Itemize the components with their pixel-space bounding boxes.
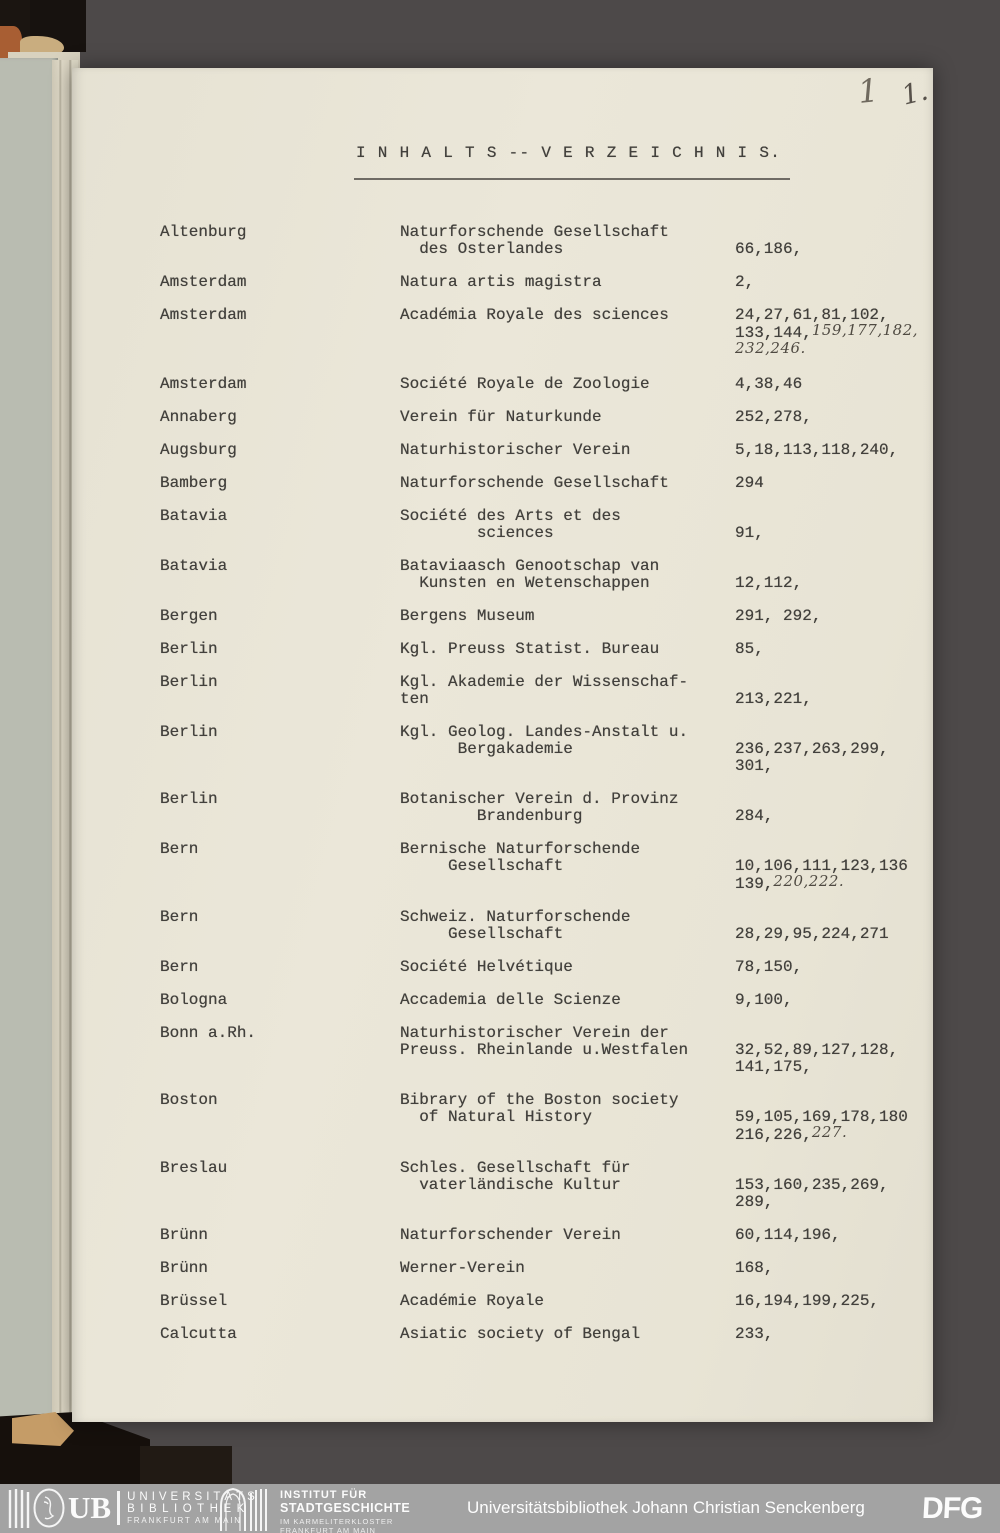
pages-line <box>735 558 802 575</box>
institution-line: Bataviaasch Genootschap van <box>400 557 660 575</box>
toc-row <box>72 1293 933 1310</box>
toc-row <box>72 1092 933 1144</box>
pages-line <box>735 959 802 976</box>
typed-pages: 5,18,113,118,240, <box>735 441 899 459</box>
entry-institution <box>400 791 735 825</box>
entry-pages <box>735 442 898 459</box>
toc-row <box>72 1160 933 1211</box>
pages-line <box>735 1177 889 1194</box>
institution-line: ten <box>400 690 429 708</box>
institution-line: Bergakademie <box>400 740 573 758</box>
pages-line <box>735 758 889 775</box>
institution-line: Kgl. Geolog. Landes-Anstalt u. <box>400 723 689 741</box>
entry-city: Breslau <box>160 1159 228 1177</box>
institution-line: Gesellschaft <box>400 857 564 875</box>
toc-row <box>72 959 933 976</box>
toc-row <box>72 1227 933 1244</box>
folio-mark: 1 <box>856 71 881 111</box>
entry-pages <box>735 641 764 658</box>
toc-row <box>72 724 933 775</box>
entry-pages <box>735 992 793 1009</box>
page-title: I N H A L T S -- V E R Z E I C H N I S. <box>356 144 782 162</box>
library-footer-bar <box>0 1484 1000 1533</box>
institution-line: des Osterlandes <box>400 240 564 258</box>
gothic-arch-icon <box>218 1487 270 1533</box>
institution-line: Académie Royale <box>400 1292 545 1310</box>
typed-pages: 4,38,46 <box>735 375 803 393</box>
entry-pages <box>735 1092 908 1144</box>
ub-bars-icon <box>8 1488 32 1528</box>
typed-pages: 294 <box>735 474 764 492</box>
entry-institution <box>400 1227 735 1244</box>
pages-line <box>735 508 764 525</box>
entry-pages <box>735 1326 773 1343</box>
pages-line <box>735 575 802 592</box>
entry-city: Batavia <box>160 557 228 575</box>
toc-row <box>72 1326 933 1343</box>
typed-pages: 252,278, <box>735 408 812 426</box>
entry-city: Boston <box>160 1091 218 1109</box>
typed-pages: 284, <box>735 807 774 825</box>
entry-pages <box>735 959 802 976</box>
typed-pages: 85, <box>735 640 764 658</box>
ub-text-line: FRANKFURT AM MAIN <box>127 1516 242 1525</box>
toc-row <box>72 409 933 426</box>
isg-text-line: FRANKFURT AM MAIN <box>280 1525 376 1533</box>
toc-row <box>72 307 933 360</box>
institution-line: Kunsten en Wetenschappen <box>400 574 650 592</box>
institution-line: Bergens Museum <box>400 607 535 625</box>
entry-institution <box>400 909 735 943</box>
ub-text-line: UNIVERSITÄTS <box>127 1491 259 1503</box>
entry-institution <box>400 274 735 291</box>
toc-row <box>72 1260 933 1277</box>
entry-institution <box>400 307 735 360</box>
typed-pages: 16,194,199,225, <box>735 1292 880 1310</box>
isg-text-line: IM KARMELITERKLOSTER <box>280 1516 394 1526</box>
entry-pages <box>735 1160 889 1211</box>
institution-line: Kgl. Akademie der Wissenschaf- <box>400 673 689 691</box>
typed-pages: 139, <box>735 875 774 893</box>
entry-institution <box>400 409 735 426</box>
entry-city: Calcutta <box>160 1325 237 1343</box>
entry-pages <box>735 1227 841 1244</box>
institution-line: Schles. Gesellschaft für <box>400 1159 631 1177</box>
pages-line <box>735 339 918 360</box>
entry-pages <box>735 274 754 291</box>
typed-pages: 91, <box>735 524 764 542</box>
toc-row <box>72 1025 933 1076</box>
entry-city: Batavia <box>160 507 228 525</box>
entry-pages <box>735 674 812 708</box>
pages-line <box>735 992 793 1009</box>
pages-line <box>735 525 764 542</box>
isg-text-line: STADTGESCHICHTE <box>280 1500 411 1515</box>
entry-pages <box>735 841 908 893</box>
pages-line <box>735 241 802 258</box>
scanned-page <box>72 68 933 1422</box>
entry-institution <box>400 992 735 1009</box>
folio-mark: 1. <box>898 75 932 112</box>
entry-city: Berlin <box>160 723 218 741</box>
entry-city: Berlin <box>160 640 218 658</box>
toc-row <box>72 674 933 708</box>
ub-abbr: UB <box>68 1490 112 1525</box>
entry-institution <box>400 508 735 542</box>
institution-line: Naturforschender Verein <box>400 1226 621 1244</box>
entry-pages <box>735 1025 898 1076</box>
toc-row <box>72 992 933 1009</box>
entry-city: Bern <box>160 908 199 926</box>
entry-institution <box>400 442 735 459</box>
entry-pages <box>735 475 764 492</box>
typed-pages: 233, <box>735 1325 774 1343</box>
entry-institution <box>400 841 735 893</box>
entry-institution <box>400 959 735 976</box>
institution-line: Accademia delle Scienze <box>400 991 621 1009</box>
toc-row <box>72 224 933 258</box>
entry-pages <box>735 1260 773 1277</box>
typed-pages: 28,29,95,224,271 <box>735 925 889 943</box>
pages-line <box>735 909 889 926</box>
pages-line <box>735 1092 908 1109</box>
entry-institution <box>400 1326 735 1343</box>
entry-institution <box>400 608 735 625</box>
institution-line: Verein für Naturkunde <box>400 408 602 426</box>
institution-line: Natura artis magistra <box>400 273 602 291</box>
library-name: Universitätsbibliothek Johann Christian Senckenberg <box>467 1498 865 1517</box>
institution-line: Naturhistorischer Verein der <box>400 1024 669 1042</box>
typed-pages: 289, <box>735 1193 774 1211</box>
ub-text-line: BIBLIOTHEK <box>127 1503 250 1515</box>
typed-pages: 9,100, <box>735 991 793 1009</box>
entry-city: Amsterdam <box>160 306 247 324</box>
entry-city: Amsterdam <box>160 273 247 291</box>
pages-line <box>735 442 898 459</box>
entry-city: Altenburg <box>160 223 247 241</box>
pages-line <box>735 1326 773 1343</box>
institution-line: Brandenburg <box>400 807 583 825</box>
typed-pages: 24,27,61,81,102, <box>735 306 889 324</box>
entry-pages <box>735 909 889 943</box>
entry-city: Bologna <box>160 991 228 1009</box>
entry-pages <box>735 307 918 360</box>
entry-city: Bern <box>160 840 199 858</box>
entry-city: Bonn a.Rh. <box>160 1024 257 1042</box>
pages-line <box>735 1293 879 1310</box>
pages-line <box>735 1059 898 1076</box>
toc-row <box>72 841 933 893</box>
typed-pages: 216,226, <box>735 1126 812 1144</box>
institution-line: Société Royale de Zoologie <box>400 375 650 393</box>
typed-pages: 301, <box>735 757 774 775</box>
institution-line: Bernische Naturforschende <box>400 840 641 858</box>
institution-line: Société Helvétique <box>400 958 573 976</box>
institution-line: Société des Arts et des <box>400 507 621 525</box>
entry-institution <box>400 1260 735 1277</box>
pages-line <box>735 841 908 858</box>
pages-line <box>735 1260 773 1277</box>
entry-institution <box>400 1160 735 1211</box>
typed-pages: 141,175, <box>735 1058 812 1076</box>
institution-line: Naturhistorischer Verein <box>400 441 631 459</box>
entry-city: Bern <box>160 958 199 976</box>
entry-city: Bamberg <box>160 474 228 492</box>
entry-institution <box>400 1092 735 1144</box>
handwritten-pages: 227. <box>811 1123 848 1141</box>
toc-row <box>72 641 933 658</box>
institution-line: Kgl. Preuss Statist. Bureau <box>400 640 660 658</box>
institution-line: Asiatic society of Bengal <box>400 1325 641 1343</box>
pages-line <box>735 1194 889 1211</box>
dfg-logo: DFG <box>921 1492 984 1525</box>
entry-city: Bergen <box>160 607 218 625</box>
toc-entries <box>72 224 933 1359</box>
handwritten-pages: 220,222. <box>773 872 845 890</box>
pages-line <box>735 376 802 393</box>
toc-row <box>72 508 933 542</box>
institution-line: Naturforschende Gesellschaft <box>400 474 669 492</box>
typed-pages: 168, <box>735 1259 774 1277</box>
pages-line <box>735 1123 908 1144</box>
entry-pages <box>735 376 802 393</box>
entry-pages <box>735 558 802 592</box>
typed-pages: 66,186, <box>735 240 803 258</box>
entry-pages <box>735 791 773 825</box>
book-spine-bottom <box>140 1446 232 1484</box>
underlying-page <box>0 58 58 1418</box>
institution-line: Gesellschaft <box>400 925 564 943</box>
toc-row <box>72 274 933 291</box>
pages-line <box>735 641 764 658</box>
institution-line: Schweiz. Naturforschende <box>400 908 631 926</box>
institution-line: vaterländische Kultur <box>400 1176 621 1194</box>
institution-line: Académia Royale des sciences <box>400 306 669 324</box>
entry-city: Berlin <box>160 790 218 808</box>
entry-city: Amsterdam <box>160 375 247 393</box>
entry-pages <box>735 608 821 625</box>
institution-line: Werner-Verein <box>400 1259 525 1277</box>
entry-institution <box>400 1293 735 1310</box>
stadtgeschichte-logo <box>218 1487 410 1533</box>
pages-line <box>735 926 889 943</box>
pages-line <box>735 791 773 808</box>
toc-row <box>72 558 933 592</box>
toc-row <box>72 909 933 943</box>
typed-pages: 236,237,263,299, <box>735 740 889 758</box>
typed-pages: 133,144, <box>735 324 812 342</box>
pages-line <box>735 224 802 241</box>
entry-city: Brünn <box>160 1259 209 1277</box>
pages-line <box>735 872 908 893</box>
entry-institution <box>400 224 735 258</box>
entry-institution <box>400 641 735 658</box>
pages-line <box>735 1160 889 1177</box>
typed-pages: 10,106,111,123,136 <box>735 857 908 875</box>
entry-city: Brüssel <box>160 1292 228 1310</box>
institution-line: Preuss. Rheinlande u.Westfalen <box>400 1041 689 1059</box>
goethe-portrait-icon <box>32 1488 66 1528</box>
pages-line <box>735 808 773 825</box>
pages-line <box>735 691 812 708</box>
typed-pages: 32,52,89,127,128, <box>735 1041 899 1059</box>
entry-institution <box>400 1025 735 1076</box>
institution-line: Naturforschende Gesellschaft <box>400 223 669 241</box>
pages-line <box>735 1227 841 1244</box>
typed-pages: 78,150, <box>735 958 803 976</box>
institution-line: Bibrary of the Boston society <box>400 1091 679 1109</box>
entry-pages <box>735 409 812 426</box>
typed-pages: 59,105,169,178,180 <box>735 1108 908 1126</box>
toc-row <box>72 791 933 825</box>
typed-pages: 291, 292, <box>735 607 822 625</box>
entry-city: Berlin <box>160 673 218 691</box>
typed-pages: 12,112, <box>735 574 803 592</box>
institution-line: Botanischer Verein d. Provinz <box>400 790 679 808</box>
toc-row <box>72 475 933 492</box>
institution-line: of Natural History <box>400 1108 593 1126</box>
entry-city: Augsburg <box>160 441 237 459</box>
toc-row <box>72 442 933 459</box>
typed-pages: 213,221, <box>735 690 812 708</box>
handwritten-folio <box>856 71 932 112</box>
entry-institution <box>400 558 735 592</box>
entry-institution <box>400 475 735 492</box>
entry-institution <box>400 376 735 393</box>
entry-pages <box>735 1293 879 1310</box>
typed-pages: 2, <box>735 273 755 291</box>
pages-line <box>735 409 812 426</box>
entry-institution <box>400 724 735 775</box>
pages-line <box>735 674 812 691</box>
pages-line <box>735 741 889 758</box>
pages-line <box>735 1042 898 1059</box>
pages-line <box>735 724 889 741</box>
title-underline <box>354 178 790 180</box>
pages-line <box>735 475 764 492</box>
typed-pages: 60,114,196, <box>735 1226 841 1244</box>
toc-row <box>72 608 933 625</box>
entry-city: Annaberg <box>160 408 237 426</box>
logo-separator <box>117 1491 120 1525</box>
entry-city: Brünn <box>160 1226 209 1244</box>
toc-row <box>72 376 933 393</box>
pages-line <box>735 608 821 625</box>
entry-pages <box>735 224 802 258</box>
institution-line: sciences <box>400 524 554 542</box>
entry-institution <box>400 674 735 708</box>
typed-pages: 153,160,235,269, <box>735 1176 889 1194</box>
pages-line <box>735 274 754 291</box>
handwritten-pages: 159,177,182, <box>811 321 919 339</box>
pages-line <box>735 1025 898 1042</box>
entry-pages <box>735 724 889 775</box>
isg-text-line: INSTITUT FÜR <box>280 1488 368 1501</box>
entry-pages <box>735 508 764 542</box>
handwritten-pages: 232,246. <box>735 339 806 357</box>
